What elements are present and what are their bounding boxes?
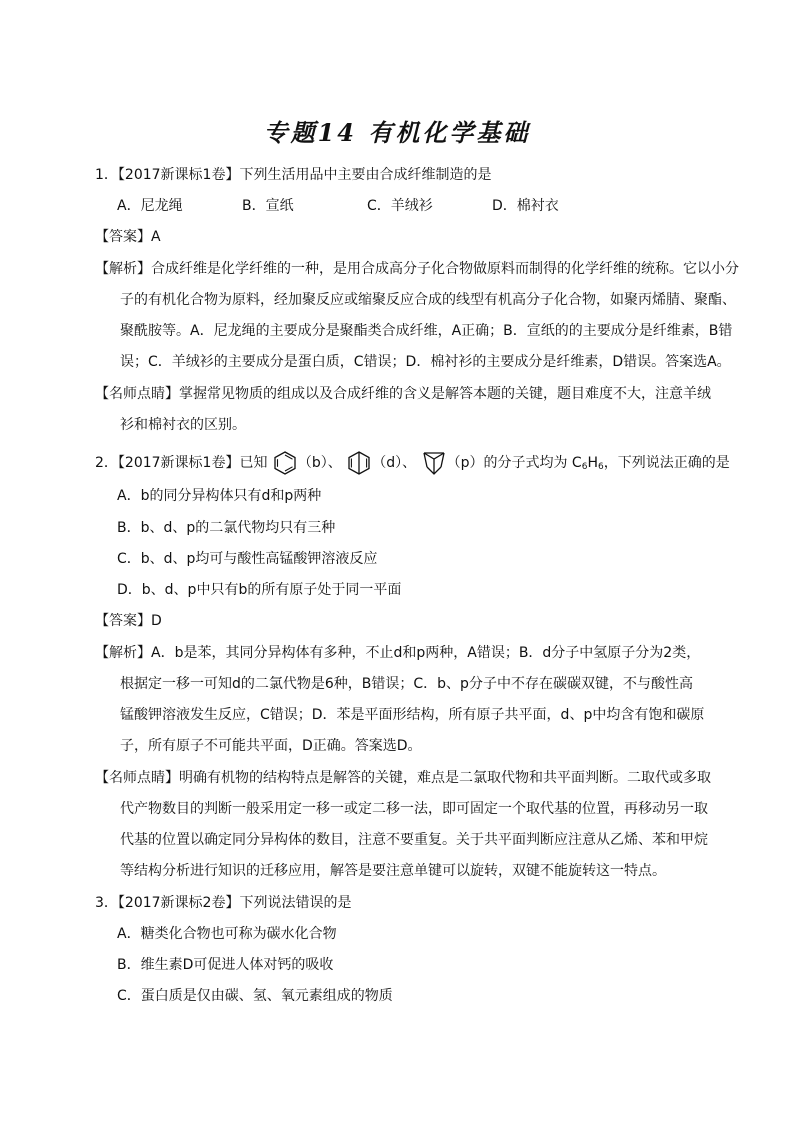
q2-stem-end: ，下列说法正确的是	[603, 455, 730, 471]
q1-analysis-line: 误；C．羊绒衫的主要成分是蛋白质，C错误；D．棉衬衫的主要成分是纤维素，D错误。答案选A。	[120, 354, 731, 370]
q2-tip-line: 等结构分析进行知识的迁移应用，解答是要注意单键可以旋转，双键不能旋转这一特点。	[120, 863, 666, 879]
benzene-structure-icon	[272, 450, 298, 476]
q2-tip-line: 代产物数目的判断一般采用定一移一或定二移一法，即可固定一个取代基的位置，再移动另一取	[120, 801, 708, 817]
q1-option-c: C．羊绒衫	[367, 198, 433, 214]
q2-stem-start: 2．【2017新课标1卷】已知	[95, 455, 268, 471]
q3-option-c: C．蛋白质是仅由碳、氢、氧元素组成的物质	[117, 988, 393, 1004]
question-1-stem: 1．【2017新课标1卷】下列生活用品中主要由合成纤维制造的是	[95, 167, 492, 183]
q2-option-b: B．b、d、p的二氯代物均只有三种	[117, 520, 336, 536]
q2-analysis-line: 【解析】A．b是苯，其同分异构体有多种，不止d和p两种，A错误；B．d分子中氢原子分为2类，	[95, 645, 701, 661]
q1-option-b: B．宣纸	[242, 198, 294, 214]
q1-tip-line: 衫和棉衬衣的区别。	[120, 417, 246, 433]
question-3-stem: 3．【2017新课标2卷】下列说法错误的是	[95, 895, 352, 911]
q1-option-d: D．棉衬衣	[492, 198, 559, 214]
label-d: （d）、	[372, 455, 417, 471]
q2-analysis-line: 子，所有原子不可能共平面，D正确。答案选D。	[120, 738, 422, 754]
dewar-benzene-structure-icon	[346, 450, 372, 476]
q2-option-a: A．b的同分异构体只有d和p两种	[117, 488, 322, 504]
q2-option-d: D．b、d、p中只有b的所有原子处于同一平面	[117, 582, 402, 598]
q2-analysis-line: 锰酸钾溶液发生反应，C错误；D．苯是平面形结构，所有原子共平面，d、p中均含有饱和碳原	[120, 707, 705, 723]
q2-option-c: C．b、d、p均可与酸性高锰酸钾溶液反应	[117, 551, 378, 567]
page-title: 专题14 有机化学基础	[263, 118, 531, 147]
q1-answer: 【答案】A	[95, 229, 161, 245]
q3-option-a: A．糖类化合物也可称为碳水化合物	[117, 926, 337, 942]
q1-analysis-line: 子的有机化合物为原料，经加聚反应或缩聚反应合成的线型有机高分子化合物，如聚丙烯腈、聚酯、	[120, 292, 736, 308]
q2-tip-line: 代基的位置以确定同分异构体的数目，注意不要重复。关于共平面判断应注意从乙烯、苯和甲烷	[120, 832, 708, 848]
q2-analysis-line: 根据定一移一可知d的二氯代物是6种，B错误；C．b、p分子中不存在碳碳双键，不与酸性高	[120, 676, 693, 692]
q3-option-b: B．维生素D可促进人体对钙的吸收	[117, 957, 334, 973]
q1-tip-line: 【名师点睛】掌握常见物质的组成以及合成纤维的含义是解答本题的关键，题目难度不大，注意羊绒	[95, 386, 711, 402]
q2-answer: 【答案】D	[95, 613, 162, 629]
question-2-stem: 2．【2017新课标1卷】已知 （b）、 （d）、 （p）的分子式均为 $C_6H_6$，下列说法正确的是	[95, 450, 730, 477]
q1-analysis-line: 【解析】合成纤维是化学纤维的一种，是用合成高分子化合物做原料而制得的化学纤维的统称。它以小分	[95, 261, 739, 277]
q1-option-a: A．尼龙绳	[117, 198, 183, 214]
prismane-structure-icon	[421, 450, 447, 476]
q2-tip-line: 【名师点睛】明确有机物的结构特点是解答的关键，难点是二氯取代物和共平面判断。二取代或多取	[95, 770, 711, 786]
question-1-options	[117, 196, 559, 216]
q1-analysis-line: 聚酰胺等。A．尼龙绳的主要成分是聚酯类合成纤维，A正确；B．宣纸的的主要成分是纤维素，B错	[120, 323, 733, 339]
label-b: （b）、	[297, 455, 342, 471]
label-p: （p）的分子式均为 C	[446, 455, 582, 471]
